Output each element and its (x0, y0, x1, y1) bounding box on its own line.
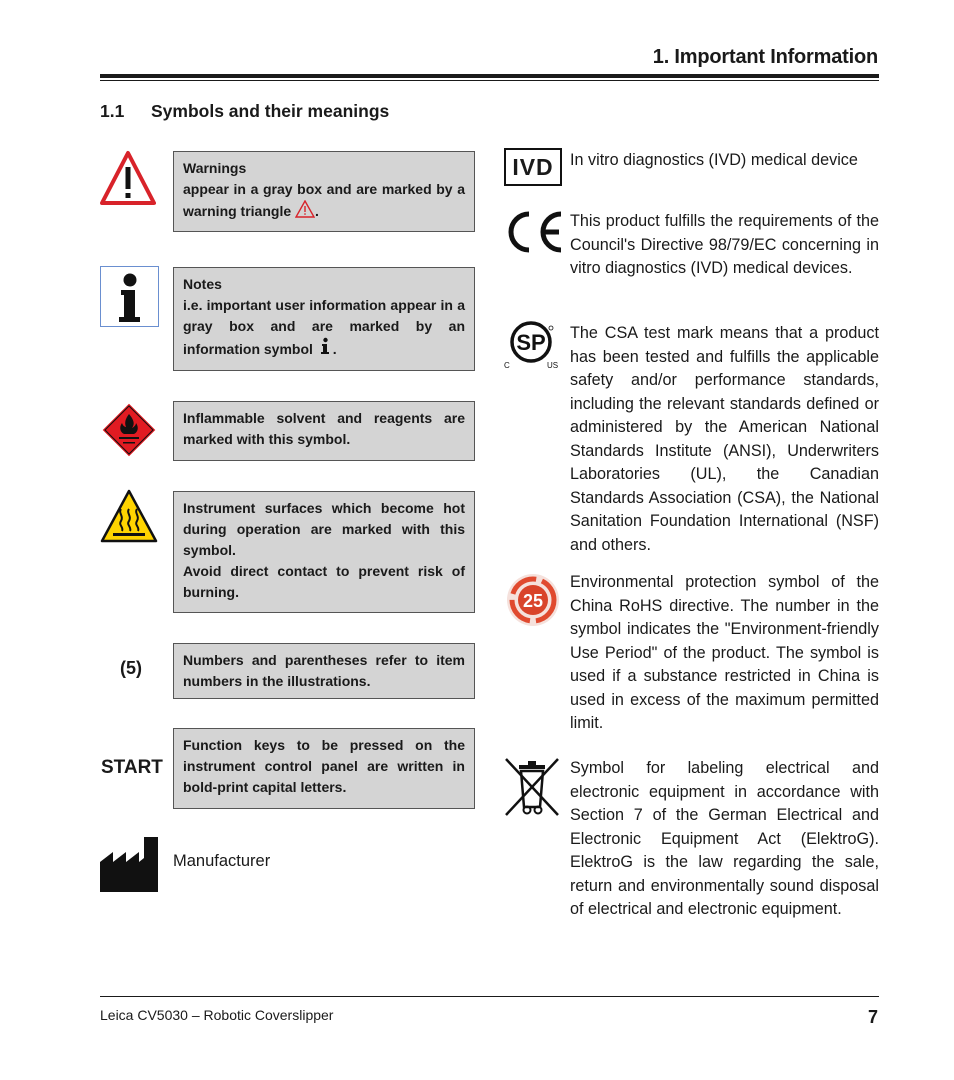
ce-mark-icon (503, 210, 563, 254)
chapter-title: 1. Important Information (652, 46, 878, 68)
svg-text:25: 25 (522, 591, 544, 611)
svg-text:US: US (547, 361, 559, 370)
flammable-icon (101, 402, 157, 458)
manufacturer-text: Manufacturer (173, 852, 271, 870)
section-title: Symbols and their meanings (151, 101, 390, 121)
warnings-text: appear in a gray box and are marked by a warning triangle (183, 181, 465, 219)
function-keys-box (173, 728, 475, 809)
section-heading (100, 101, 389, 122)
manufacturer-icon (100, 836, 158, 892)
ivd-text: In vitro diagnostics (IVD) medical device (570, 151, 858, 169)
china-rohs-icon (505, 572, 561, 628)
hot-surface-box (173, 491, 475, 613)
weee-bin-icon (503, 755, 561, 817)
svg-text:C: C (504, 361, 510, 370)
warning-triangle-icon (100, 150, 156, 206)
hot-surface-warning: Avoid direct contact to prevent risk of burning. (183, 563, 465, 600)
info-icon (100, 266, 159, 327)
inline-info-icon (320, 337, 330, 355)
csa-mark-icon (503, 318, 563, 370)
notes-end: . (332, 341, 337, 357)
rohs-text: Environmental protection symbol of the China RoHS directive. The number in the symbol indicates the "Environment-friendly Use Period" of the product. The symbol is used if a substance restricted in China is used in excess of the maximum permitted limit. (570, 573, 879, 732)
header-rule (100, 74, 879, 78)
footer-rule (100, 996, 879, 997)
hot-surface-icon (100, 489, 158, 543)
flammable-box (173, 401, 475, 461)
warnings-end: . (315, 203, 319, 219)
page-number: 7 (867, 1007, 878, 1027)
item-number-label: (5) (120, 658, 142, 678)
numbers-box (173, 643, 475, 699)
ce-text: This product fulfills the requirements of the Council's Directive 98/79/EC concerning in vitro diagnostics (IVD) medical devices. (570, 212, 879, 277)
weee-text: Symbol for labeling electrical and electronic equipment in accordance with Section 7 of the German Electrical and Electronic Equipment Act (ElektroG). ElektroG is the law regarding the sale, return and environmentally sound disposal of electrical and electronic equipment. (570, 759, 879, 918)
inline-warning-icon (295, 200, 315, 218)
section-number: 1.1 (100, 101, 125, 121)
flammable-text: Inflammable solvent and reagents are marked with this symbol. (183, 410, 465, 447)
notes-title: Notes (183, 276, 222, 292)
warnings-title: Warnings (183, 160, 247, 176)
footer-product: Leica CV5030 – Robotic Coverslipper (100, 1007, 334, 1023)
start-key-label: START (101, 757, 163, 778)
notes-box (173, 267, 475, 371)
hot-surface-text: Instrument surfaces which become hot during operation are marked with this symbol. (183, 500, 465, 558)
header-rule-thin (100, 80, 879, 81)
svg-text:SP: SP (516, 330, 546, 355)
warnings-box (173, 151, 475, 232)
ivd-icon: IVD (504, 148, 562, 186)
notes-text: i.e. important user information appear in a gray box and are marked by an information symbol (183, 297, 465, 357)
numbers-text: Numbers and parentheses refer to item numbers in the illustrations. (183, 652, 465, 689)
csa-text: The CSA test mark means that a product has been tested and fulfills the applicable safety and/or performance standards, including the relevant standards defined or administered by the American National Standards Institute (ANSI), Underwriters Laboratories (UL), the Canadian Standards Association (CSA), the National Sanitation Foundation International (NSF) and others. (570, 324, 879, 554)
function-keys-text: Function keys to be pressed on the instrument control panel are written in bold-print capital letters. (183, 737, 465, 795)
